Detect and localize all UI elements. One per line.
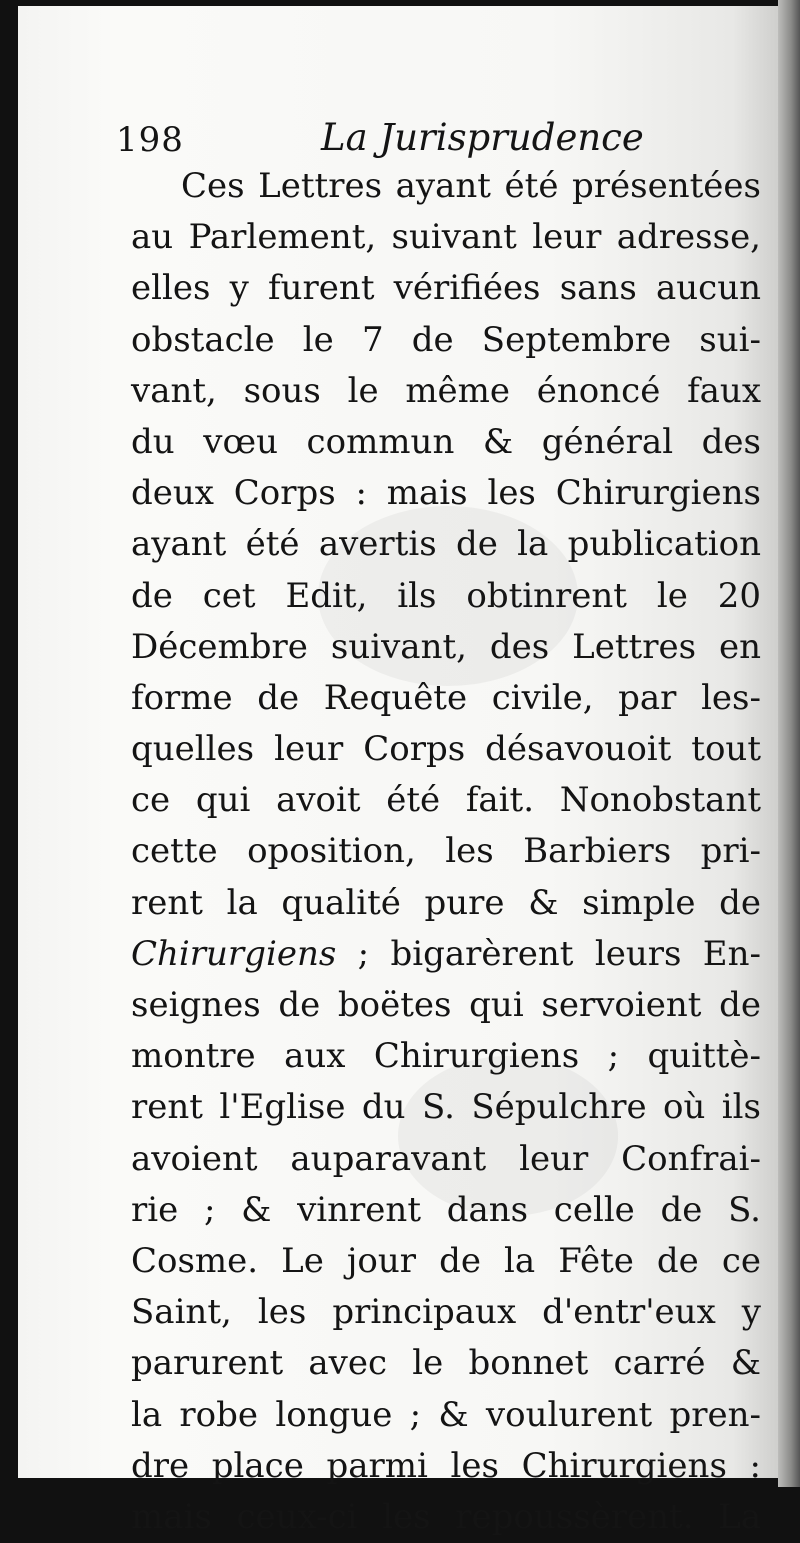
- text-line: Cosme. Le jour de la Fête de ce: [131, 1240, 761, 1281]
- page-header: [116, 114, 676, 164]
- text-line: cette oposition, les Barbiers pri-: [131, 831, 761, 872]
- text-line: elles y furent vérifiées sans aucun: [131, 268, 761, 309]
- text-line: parurent avec le bonnet carré &: [131, 1343, 761, 1384]
- book-page: [18, 6, 778, 1537]
- body-text: [131, 161, 761, 1543]
- text-line: Décembre suivant, des Lettres en: [131, 626, 761, 667]
- text-line: ayant été avertis de la publication: [131, 524, 761, 565]
- running-head: La Jurisprudence: [321, 116, 644, 159]
- text-line-with-italic: [131, 929, 761, 980]
- text-line: rent l'Eglise du S. Sépulchre où ils: [131, 1087, 761, 1128]
- text-line: forme de Requête civile, par les-: [131, 677, 761, 718]
- text-line: rie ; & vinrent dans celle de S.: [131, 1189, 761, 1230]
- text-line: au Parlement, suivant leur adresse,: [131, 217, 761, 258]
- text-line: vant, sous le même énoncé faux: [131, 370, 761, 411]
- text-line: la robe longue ; & voulurent pren-: [131, 1394, 761, 1435]
- text-line: dre place parmi les Chirurgiens :: [131, 1445, 761, 1486]
- text-line: ce qui avoit été fait. Nonobstant: [131, 780, 761, 821]
- page-gutter-shadow: [778, 0, 800, 1487]
- text-line: quelles leur Corps désavouoit tout: [131, 729, 761, 770]
- text-line: obstacle le 7 de Septembre sui-: [131, 319, 761, 360]
- text-line: du vœu commun & général des: [131, 421, 761, 462]
- text-line: montre aux Chirurgiens ; quittè-: [131, 1036, 761, 1077]
- text-line: mais ceux-ci les repoussèrent. La: [131, 1496, 761, 1537]
- text-line: seignes de boëtes qui servoient de: [131, 985, 761, 1025]
- text-line: avoient auparavant leur Confrai-: [131, 1138, 761, 1179]
- text-line: Saint, les principaux d'entr'eux y: [131, 1292, 761, 1333]
- italic-word: Chirurgiens: [131, 933, 337, 974]
- text-line: rent la qualité pure & simple de: [131, 882, 761, 923]
- text-fragment: ; bigarèrent leurs En-: [357, 933, 761, 974]
- page-number: 198: [116, 120, 184, 160]
- text-line: Ces Lettres ayant été présentées: [181, 166, 761, 206]
- text-line: de cet Edit, ils obtinrent le 20: [131, 575, 761, 616]
- text-line: deux Corps : mais les Chirurgiens: [131, 473, 761, 514]
